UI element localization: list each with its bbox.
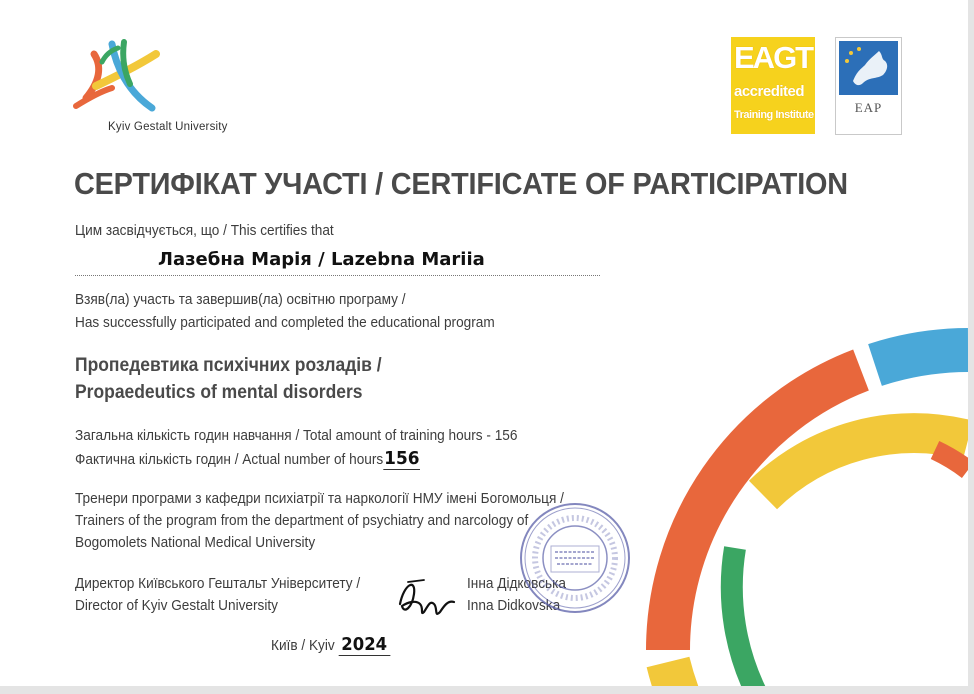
director-title-en: Director of Kyiv Gestalt University <box>75 598 278 614</box>
actual-hours-line <box>75 450 420 468</box>
name-dotted-line <box>75 275 600 276</box>
certifies-text: Цим засвідчується, що / This certifies that <box>75 223 334 239</box>
year-value: 2024 <box>338 635 389 656</box>
trainers-line-2: Trainers of the program from the department of psychiatry and narcology of <box>75 513 529 529</box>
participated-en: Has successfully participated and completed the educational program <box>75 315 495 331</box>
certificate-title: СЕРТИФІКАТ УЧАСТІ / CERTIFICATE OF PARTICIPATION <box>74 166 848 201</box>
director-title-ua: Директор Київського Гештальт Університету / <box>75 576 361 592</box>
program-title-ua: Пропедевтика психічних розладів / <box>75 355 382 376</box>
eagt-line1: accredited <box>734 83 805 100</box>
trainers-line-1: Тренери програми з кафедри психіатрії та наркології НМУ імені Богомольця / <box>75 491 564 507</box>
program-title-en: Propaedeutics of mental disorders <box>75 382 363 403</box>
eap-label: EAP <box>854 100 883 115</box>
eagt-line2: Training Institute <box>734 109 814 121</box>
actual-hours-value: 156 <box>384 448 420 469</box>
arc-yellow-outer <box>668 662 680 686</box>
europe-map-icon <box>839 41 898 95</box>
recipient-name: Лазебна Марія / Lazebna Mariia <box>158 249 485 270</box>
arc-blue-outer <box>875 350 968 365</box>
eagt-title: EAGT <box>734 40 813 75</box>
eagt-badge <box>731 37 815 134</box>
signer-name-ua: Інна Дідковська <box>467 576 566 592</box>
arc-yellow-middle <box>763 433 968 495</box>
arc-green-inner <box>732 548 760 686</box>
official-stamp <box>517 500 633 616</box>
kgu-logo <box>72 36 262 136</box>
kgu-logo-mark <box>72 36 162 116</box>
kgu-logo-text: Kyiv Gestalt University <box>108 121 228 133</box>
eap-badge <box>835 37 902 135</box>
participated-ua: Взяв(ла) участь та завершив(ла) освітню програму / <box>75 292 406 308</box>
city-line <box>271 635 390 655</box>
total-hours-text: Загальна кількість годин навчання / Total amount of training hours - 156 <box>75 428 518 444</box>
trainers-line-3: Bogomolets National Medical University <box>75 535 316 551</box>
arc-orange-outer <box>668 370 861 650</box>
city-text: Київ / Kyiv <box>271 638 335 654</box>
actual-hours-label: Фактична кількість годин / Actual number of hours <box>75 452 384 468</box>
director-signature <box>394 574 460 624</box>
signer-name-en: Inna Didkovska <box>467 598 561 614</box>
